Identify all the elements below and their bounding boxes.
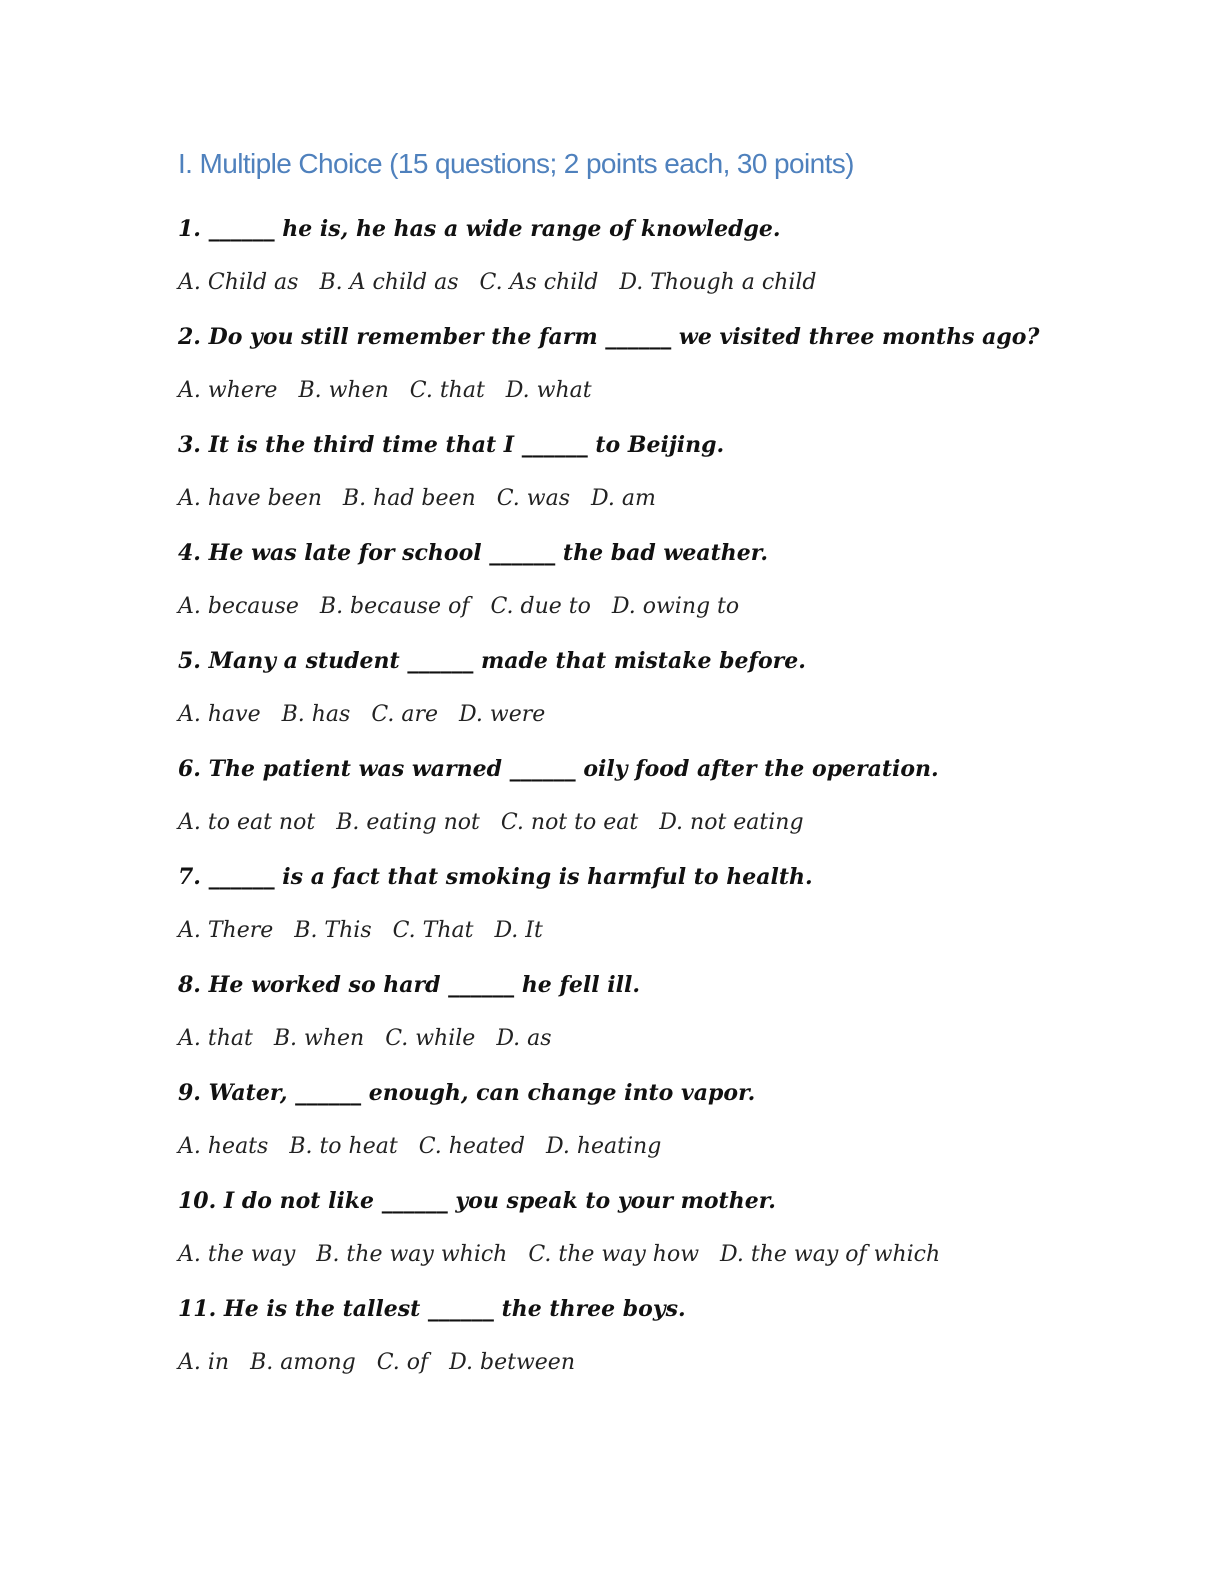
- question-text: 4. He was late for school ______ the bad weather.: [178, 540, 768, 566]
- option-b[interactable]: B. This: [294, 918, 372, 943]
- option-a[interactable]: A. to eat not: [178, 810, 316, 835]
- question-9: [178, 1073, 1178, 1181]
- question-text: 8. He worked so hard ______ he fell ill.: [178, 972, 641, 998]
- options-row: [178, 1019, 1178, 1073]
- options-row: [178, 1127, 1178, 1181]
- options-row: [178, 371, 1178, 425]
- option-c[interactable]: C. are: [371, 702, 439, 727]
- option-c[interactable]: C. that: [409, 378, 485, 403]
- question-10: [178, 1181, 1178, 1289]
- question-5: [178, 641, 1178, 749]
- option-c[interactable]: C. was: [496, 486, 570, 511]
- option-c[interactable]: C. not to eat: [500, 810, 639, 835]
- options-row: [178, 695, 1178, 749]
- option-d[interactable]: D. Though a child: [619, 270, 817, 295]
- option-b[interactable]: B. because of: [319, 594, 470, 619]
- option-b[interactable]: B. A child as: [319, 270, 459, 295]
- option-a[interactable]: A. have: [178, 702, 261, 727]
- question-text: 7. ______ is a fact that smoking is harmful to health.: [178, 864, 813, 890]
- question-7: [178, 857, 1178, 965]
- question-11: [178, 1289, 1178, 1397]
- option-a[interactable]: A. have been: [178, 486, 322, 511]
- option-c[interactable]: C. the way how: [528, 1242, 700, 1267]
- option-a[interactable]: A. the way: [178, 1242, 296, 1267]
- option-c[interactable]: C. while: [385, 1026, 476, 1051]
- options-row: [178, 911, 1178, 965]
- option-d[interactable]: D. between: [449, 1350, 575, 1375]
- option-a[interactable]: A. There: [178, 918, 274, 943]
- question-2: [178, 317, 1178, 425]
- option-c[interactable]: C. That: [392, 918, 474, 943]
- question-list: [178, 209, 1178, 1397]
- option-b[interactable]: B. the way which: [316, 1242, 508, 1267]
- option-d[interactable]: D. not eating: [659, 810, 804, 835]
- option-d[interactable]: D. am: [591, 486, 656, 511]
- option-b[interactable]: B. eating not: [336, 810, 480, 835]
- options-row: [178, 803, 1178, 857]
- option-a[interactable]: A. that: [178, 1026, 253, 1051]
- option-b[interactable]: B. when: [273, 1026, 365, 1051]
- question-text: 6. The patient was warned ______ oily food after the operation.: [178, 756, 939, 782]
- option-b[interactable]: B. to heat: [289, 1134, 398, 1159]
- question-text: 2. Do you still remember the farm ______ we visited three months ago?: [178, 324, 1040, 350]
- option-b[interactable]: B. had been: [342, 486, 476, 511]
- question-text: 9. Water, ______ enough, can change into vapor.: [178, 1080, 756, 1106]
- option-d[interactable]: D. owing to: [611, 594, 740, 619]
- option-c[interactable]: C. As child: [479, 270, 599, 295]
- option-a[interactable]: A. Child as: [178, 270, 299, 295]
- option-d[interactable]: D. as: [496, 1026, 552, 1051]
- question-3: [178, 425, 1178, 533]
- option-d[interactable]: D. It: [494, 918, 543, 943]
- option-b[interactable]: B. when: [298, 378, 389, 403]
- option-a[interactable]: A. heats: [178, 1134, 269, 1159]
- question-text: 10. I do not like ______ you speak to your mother.: [178, 1188, 776, 1214]
- option-d[interactable]: D. were: [459, 702, 546, 727]
- question-text: 11. He is the tallest ______ the three boys.: [178, 1296, 686, 1322]
- option-c[interactable]: C. of: [376, 1350, 429, 1375]
- question-8: [178, 965, 1178, 1073]
- option-d[interactable]: D. what: [505, 378, 592, 403]
- question-4: [178, 533, 1178, 641]
- option-a[interactable]: A. because: [178, 594, 299, 619]
- section-heading: I. Multiple Choice (15 questions; 2 points each, 30 points): [178, 148, 854, 179]
- options-row: [178, 263, 1178, 317]
- options-row: [178, 1343, 1178, 1397]
- option-a[interactable]: A. where: [178, 378, 278, 403]
- options-row: [178, 587, 1178, 641]
- question-1: [178, 209, 1178, 317]
- options-row: [178, 479, 1178, 533]
- option-a[interactable]: A. in: [178, 1350, 230, 1375]
- option-c[interactable]: C. due to: [490, 594, 591, 619]
- option-c[interactable]: C. heated: [418, 1134, 525, 1159]
- option-b[interactable]: B. has: [281, 702, 351, 727]
- option-b[interactable]: B. among: [250, 1350, 356, 1375]
- question-text: 5. Many a student ______ made that mistake before.: [178, 648, 806, 674]
- options-row: [178, 1235, 1178, 1289]
- option-d[interactable]: D. heating: [546, 1134, 662, 1159]
- option-d[interactable]: D. the way of which: [720, 1242, 941, 1267]
- question-text: 1. ______ he is, he has a wide range of knowledge.: [178, 216, 781, 242]
- question-text: 3. It is the third time that I ______ to Beijing.: [178, 432, 725, 458]
- question-6: [178, 749, 1178, 857]
